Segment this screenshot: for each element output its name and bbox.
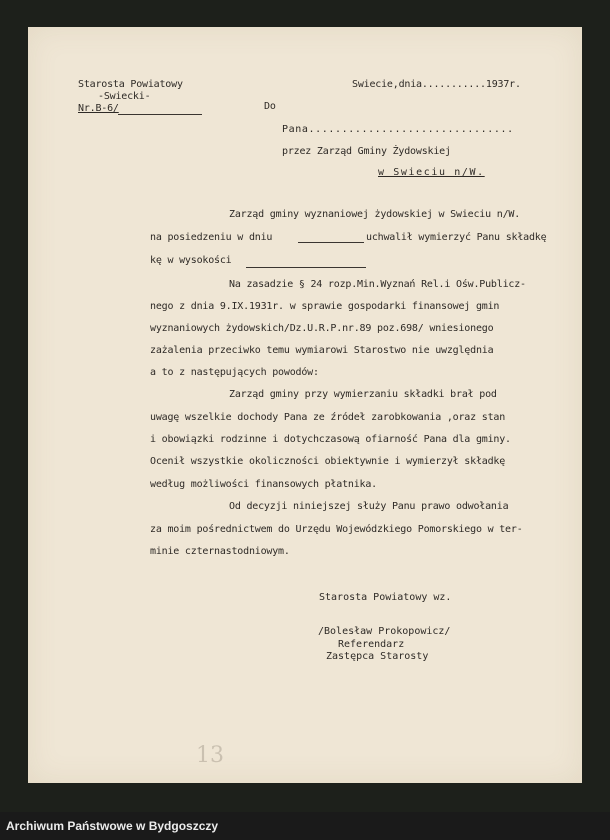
addressee-label: Do bbox=[264, 101, 276, 112]
pencil-page-mark: 13 bbox=[196, 743, 224, 768]
body-line: Na zasadzie § 24 rozp.Min.Wyznań Rel.i Ośw.Publicz- bbox=[229, 279, 526, 290]
body-line: na posiedzeniu w dniu bbox=[150, 232, 273, 243]
office-name: Starosta Powiatowy bbox=[78, 79, 183, 90]
body-line: wyznaniowych żydowskich/Dz.U.R.P.nr.89 poz.698/ wniesionego bbox=[150, 323, 494, 334]
signatory-role: Zastępca Starosty bbox=[326, 651, 429, 662]
body-line: za moim pośrednictwem do Urzędu Wojewódzkiego Pomorskiego w ter- bbox=[150, 524, 523, 535]
reference-underline bbox=[118, 114, 202, 115]
body-line: Zarząd gminy przy wymierzaniu składki brał pod bbox=[229, 389, 497, 400]
place-date: Swiecie,dnia...........1937r. bbox=[352, 79, 521, 90]
body-line: Ocenił wszystkie okoliczności obiektywnie i wymierzył składkę bbox=[150, 456, 506, 467]
addressee-name-line: Pana............................... bbox=[282, 124, 514, 135]
body-line: i obowiązki rodzinne i dotychczasową ofiarność Pana dla gminy. bbox=[150, 434, 511, 445]
office-district: -Swiecki- bbox=[98, 91, 151, 102]
body-line: minie czternastodniowym. bbox=[150, 546, 290, 557]
body-line: według możliwości finansowych płatnika. bbox=[150, 479, 377, 490]
amount-blank bbox=[246, 267, 366, 268]
body-line: kę w wysokości bbox=[150, 255, 232, 266]
archive-name: Archiwum Państwowe w Bydgoszczy bbox=[6, 819, 219, 833]
addressee-via: przez Zarząd Gminy Żydowskiej bbox=[282, 146, 451, 157]
body-line: zażalenia przeciwko temu wymiarowi Starostwo nie uwzględnia bbox=[150, 345, 494, 356]
body-line: Od decyzji niniejszej służy Panu prawo odwołania bbox=[229, 501, 509, 512]
signatory-name: /Bolesław Prokopowicz/ bbox=[318, 626, 451, 637]
date-blank bbox=[298, 242, 364, 243]
signature-title: Starosta Powiatowy wz. bbox=[319, 592, 452, 603]
reference-number: Nr.B-6/ bbox=[78, 103, 119, 114]
archive-footer bbox=[0, 812, 610, 840]
body-line: nego z dnia 9.IX.1931r. w sprawie gospodarki finansowej gmin bbox=[150, 301, 500, 312]
body-line: Zarząd gminy wyznaniowej żydowskiej w Swieciu n/W. bbox=[229, 209, 521, 220]
body-line: uchwalił wymierzyć Panu składkę bbox=[366, 232, 547, 243]
document-page bbox=[28, 27, 582, 783]
addressee-city: w Swieciu n/W. bbox=[378, 167, 485, 178]
body-line: a to z następujących powodów: bbox=[150, 367, 319, 378]
body-line: uwagę wszelkie dochody Pana ze źródeł zarobkowania ,oraz stan bbox=[150, 412, 506, 423]
signatory-rank: Referendarz bbox=[338, 639, 405, 650]
